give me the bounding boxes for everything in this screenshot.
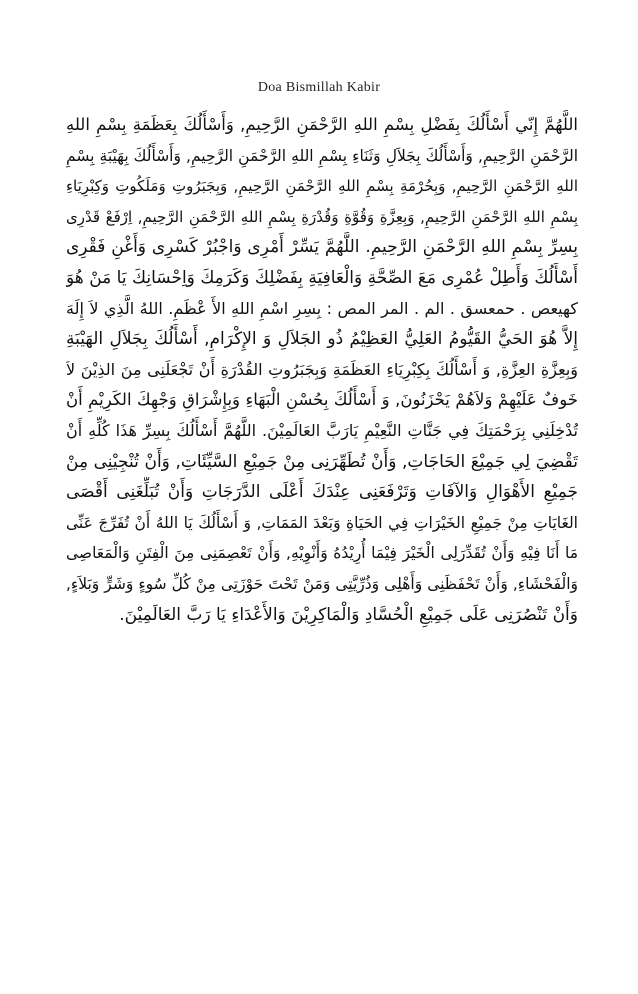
prayer-line: بِسِرِّ بِسْمِ اللهِ الرَّحْمَنِ الرَّحِيمِ. اللَّهُمَّ يَسِّرْ أَمْرِى وَاجْبُرْ كَسْرِى وَأَغْنِ فَقْرِى bbox=[66, 237, 578, 258]
prayer-line: اللهِ الرَّحْمَنِ الرَّحِيمِ, وَبِحُرْمَةِ بِسْمِ اللهِ الرَّحْمَنِ الرَّحِيمِ, وَبِجَبَرُوتِ وَمَلَكُوتِ وَكِبْرِيَاءِ bbox=[66, 177, 578, 196]
prayer-line: كهيعص . حمعسق . الم . المر المص : بِسِرِ اسْمِ اللهِ الأَ عْظَمِ. اللهُ الَّذِي لاَ إِلَهَ bbox=[66, 298, 578, 318]
prayer-line: اللَّهُمَّ إِنّي أَسْأَلُكَ بِفَضْلِ بِسْمِ اللهِ الرَّحْمَنِ الرَّحِيمِ, وَأَسْأَلُكَ بِعَظَمَةِ بِسْمِ اللهِ bbox=[66, 115, 578, 134]
prayer-line: مَا أَنَا فِيْهِ وَأَنْ تُقَدِّرَلِى الْخَيْرَ فِيْمَا أُرِيْدُهُ وَأَنْوِيْهِ, وَأَنْ تَعْصِمَنِى مِنَ الْفِتَنِ وَالْمَعَاصِى bbox=[66, 544, 578, 563]
prayer-line: جَمِيْعِ الأَهْوَالِ وَالآفَاتِ وَتَرْفَعَنِى عِنْدَكَ أَعْلَى الدَّرَجَاتِ وَأَنْ تُبَلِّغَنِى أَقْصَى bbox=[66, 482, 578, 503]
prayer-line: تُدْخِلَنِي بِرَحْمَتِكَ فِي جَنَّاتِ النَّعِيْمِ يَارَبَّ العَالَمِيْنَ. اللَّهُمَّ أَسْأَلُكَ بِسِرِّ هَذَا كُلِّهِ أَنْ bbox=[66, 420, 578, 440]
prayer-line: خَوفٌ عَلَيْهِمْ وَلاَهُمْ يَحْزَنُونَ, وَ أَسْأَلُكَ بِحُسْنِ الْبَهَاءِ وَبِإِشْرَاقِ وَجْهِكَ الكَرِيْمِ أَنْ bbox=[66, 390, 578, 410]
prayer-line: وَبِعِزَّةِ العِزَّةِ, وَ أَسْأَلُكَ بِكِبْرِيَاءِ العَظَمَةِ وَبِجَبَرُوتِ القُدْرَةِ أَنْ تَجْعَلَنِى مِنَ الذِيْنَ لاَ bbox=[66, 359, 578, 379]
prayer-line: الغَايَاتِ مِنْ جَمِيْعِ الخَيْرَاتِ فِي الحَيَاةِ وَبَعْدَ المَمَاتِ, وَ أَسْأَلُكَ يَا اللهُ أَنْ تُفَرِّجَ عَنِّى bbox=[66, 513, 578, 532]
prayer-line: أَسْأَلُكَ وَأَطِلْ عُمْرِى مَعَ الصِّحَّةِ وَالْعَافِيَةِ بِفَضْلِكَ وَكَرَمِكَ وَاِحْسَانِكَ يَا مَنْ هُوَ bbox=[66, 267, 578, 288]
prayer-line: بِسْمِ اللهِ الرَّحْمَنِ الرَّحِيمِ, وَبِعِزَّةِ وَقُوَّةِ وَقُدْرَةِ بِسْمِ اللهِ الرَّحْمَنِ الرَّحِيمِ, اِرْفَعْ قَدْرِى bbox=[66, 207, 578, 226]
document-title: Doa Bismillah Kabir bbox=[257, 80, 381, 95]
prayer-line: إِلاَّ هُوَ الحَيُّ القَيُّومُ العَلِيُّ العَظِيْمُ ذُو الجَلاَلِ وَ الإِكْرَامِ, أَسْأَلُكَ بِجَلاَلِ الهَيْبَةِ bbox=[66, 329, 578, 350]
prayer-text bbox=[66, 110, 578, 630]
prayer-line: تَقْضِيَ لِي جَمِيْعَ الحَاجَاتِ, وَأَنْ تُطَهِّرَنِى مِنْ جَمِيْعِ السَّيِّئَاتِ, وَأَنْ تُنْجِيْنِى مِنْ bbox=[66, 451, 578, 472]
prayer-line-last: وَأَنْ تَنْصُرَنِى عَلَى جَمِيْعِ الْحُسَّادِ وَالْمَاكِرِيْنَ وَالأَعْدَاءِ يَا رَبَّ العَالَمِيْنَ. bbox=[119, 604, 578, 625]
prayer-line: الرَّحْمَنِ الرَّحِيمِ, وَأَسْأَلُكَ بِجَلاَلِ وَثَنَاءِ بِسْمِ اللهِ الرَّحْمَنِ الرَّحِيمِ, وَأَسْأَلُكَ بِهَيْبَةِ بِسْمِ bbox=[66, 146, 578, 165]
prayer-line: وَالْفَحْشَاءِ, وَأَنْ تَحْفَظَنِى وَأَهْلِى وَذُرِّيَّتِى وَمَنْ تَحْتَ حَوْزَتِى مِنْ كُلِّ سُوءٍ وَشَرٍّ وَبَلاَءٍ, bbox=[66, 574, 578, 593]
